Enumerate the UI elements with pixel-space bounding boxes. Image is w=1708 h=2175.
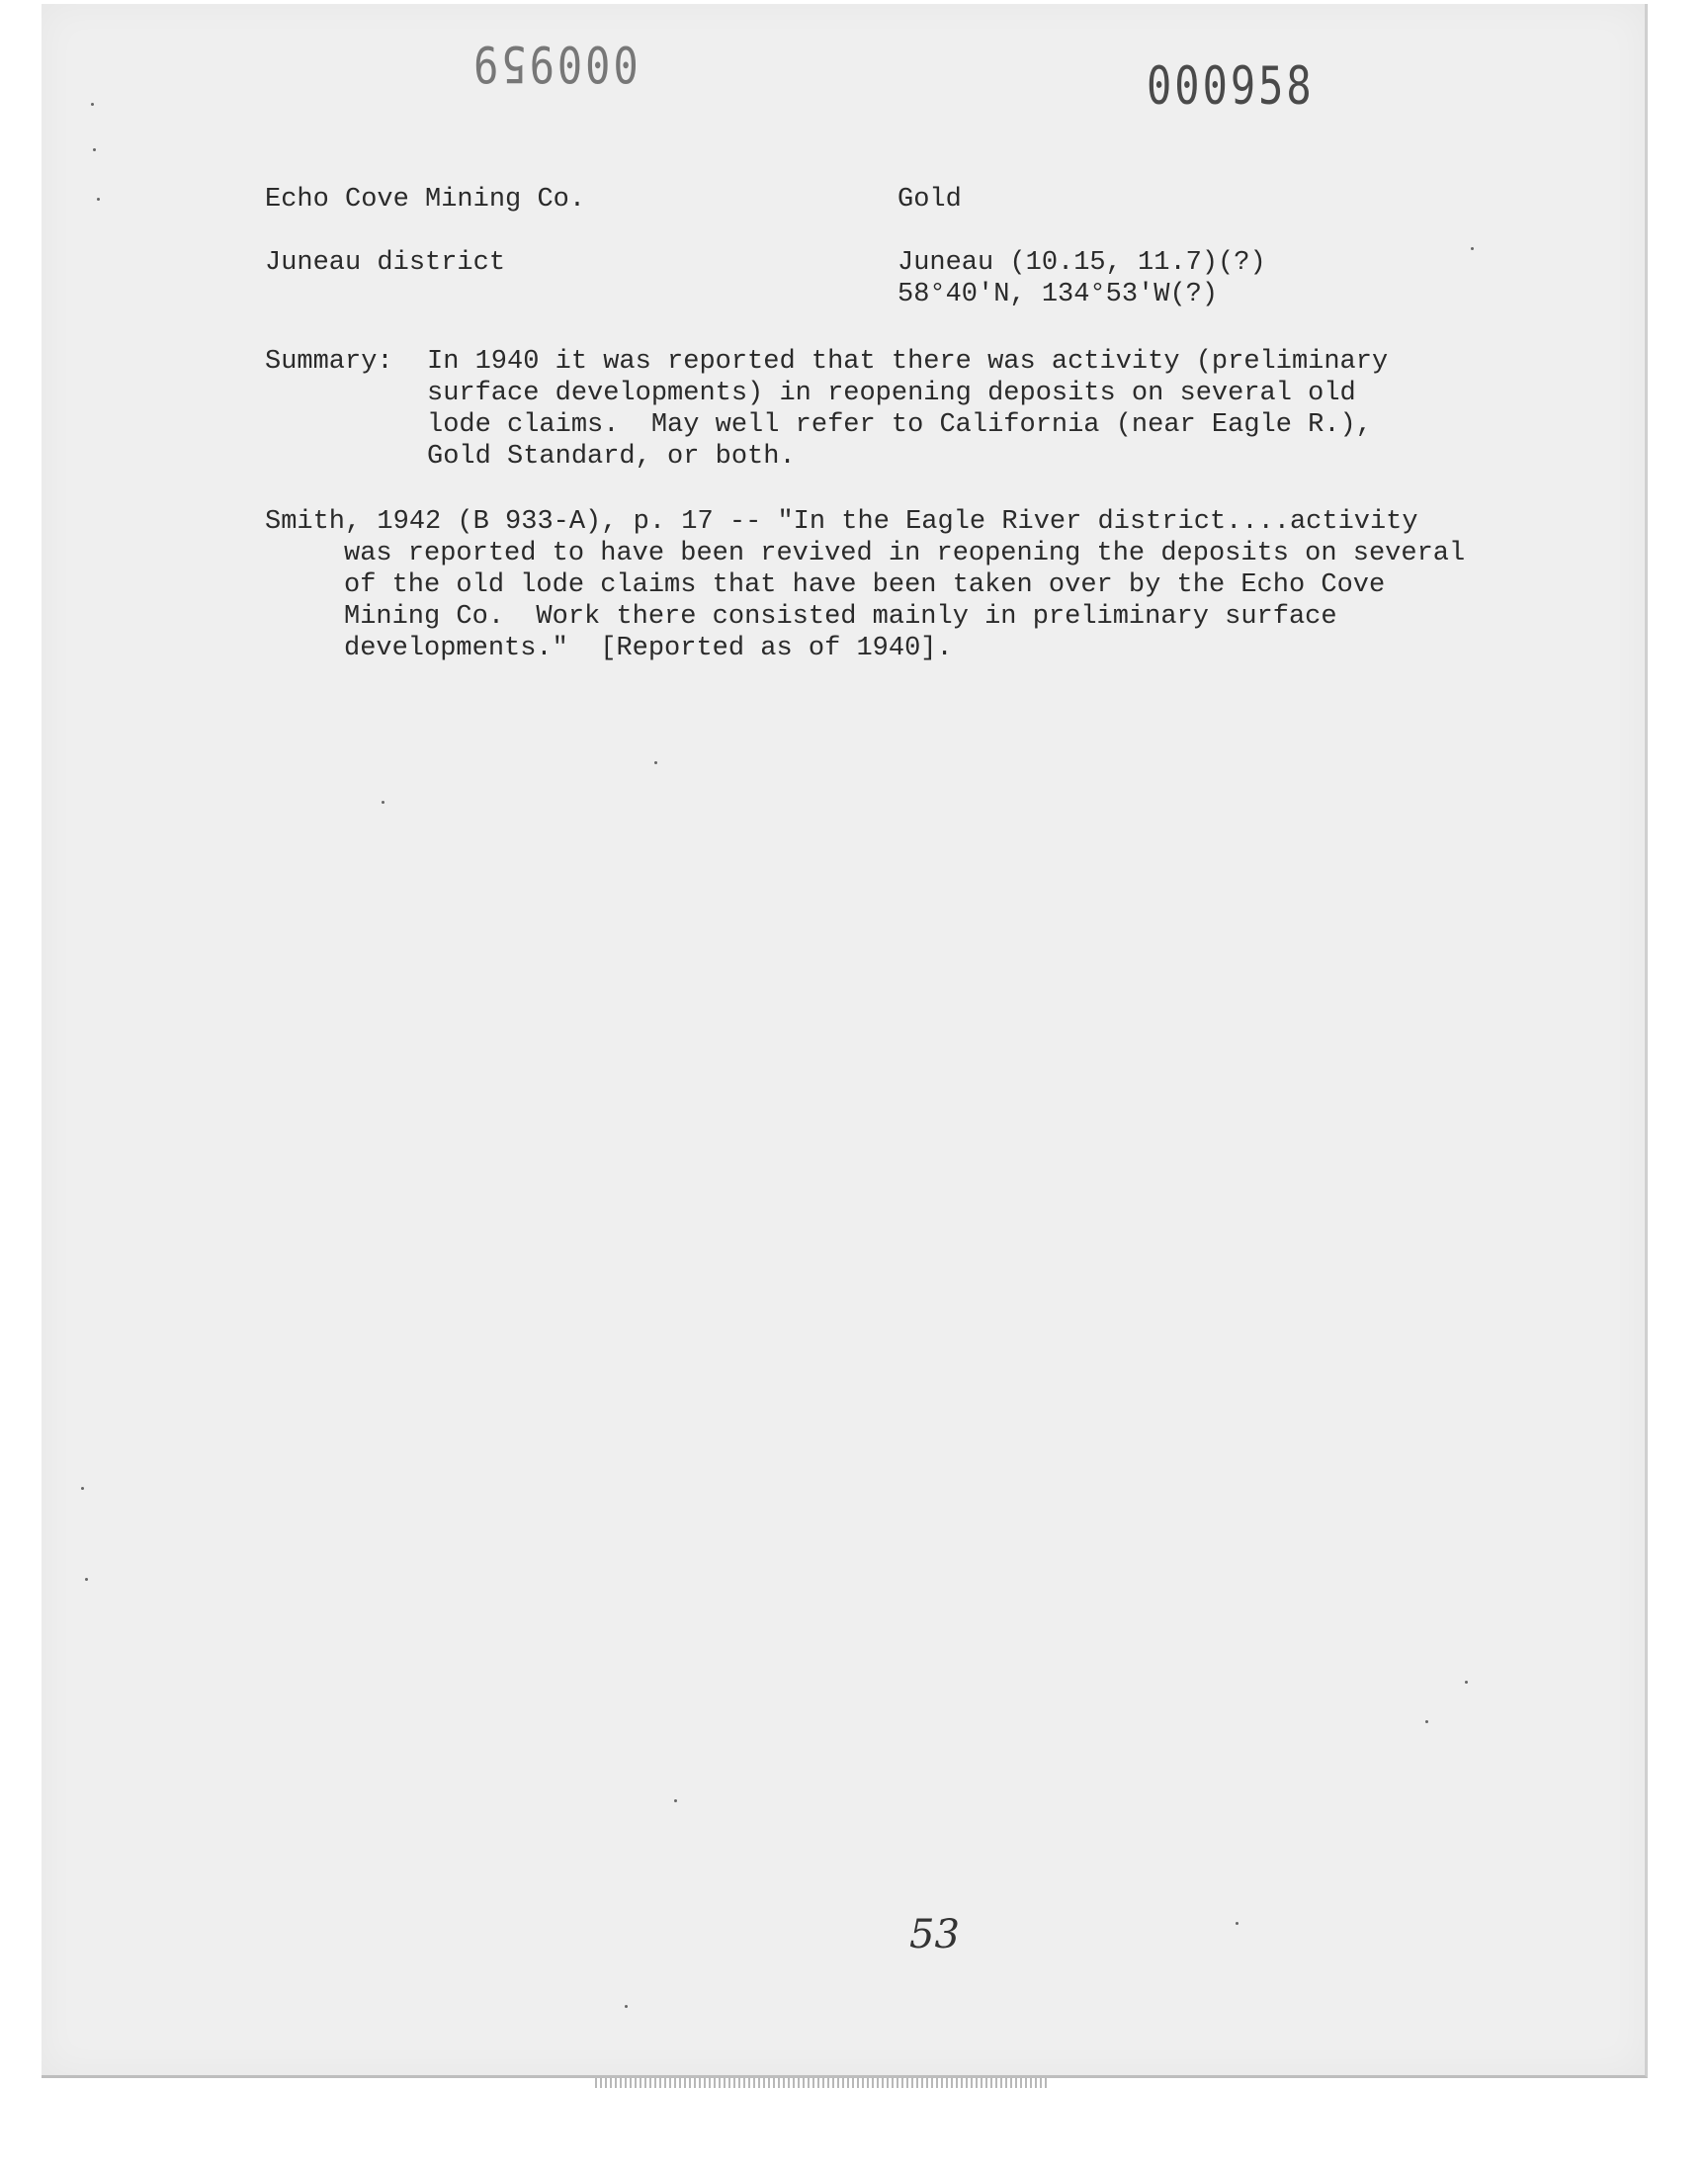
scan-speck (85, 1578, 88, 1581)
reference-line: was reported to have been revived in reopening the deposits on several (344, 539, 1466, 568)
scan-speck (1425, 1720, 1428, 1723)
scan-speck (97, 198, 100, 201)
scan-speck (674, 1799, 677, 1802)
quadrangle: Juneau (10.15, 11.7)(?) (897, 248, 1266, 278)
summary-line: surface developments) in reopening deposits on several old (427, 379, 1356, 408)
commodity: Gold (897, 185, 962, 215)
summary-line: Gold Standard, or both. (427, 442, 796, 472)
page-number: 53 (909, 1912, 960, 1958)
document-page (42, 4, 1648, 2078)
scan-speck (1236, 1922, 1238, 1925)
summary-line: In 1940 it was reported that there was activity (preliminary (427, 347, 1389, 377)
reference-line: of the old lode claims that have been taken over by the Echo Cove (344, 570, 1386, 600)
company-name: Echo Cove Mining Co. (265, 185, 586, 215)
district: Juneau district (265, 248, 506, 278)
scan-speck (91, 103, 94, 106)
summary-line: lode claims. May well refer to California (near Eagle R.), (427, 410, 1372, 440)
reference-line: developments." [Reported as of 1940]. (344, 634, 953, 663)
reference-line: Mining Co. Work there consisted mainly in preliminary surface (344, 602, 1337, 632)
summary-label: Summary: (265, 347, 393, 377)
scan-speck (93, 148, 96, 151)
scan-edge-marks (595, 2078, 1050, 2088)
reference-block (265, 506, 1465, 664)
scan-speck (1465, 1681, 1468, 1684)
scan-speck (382, 801, 384, 804)
scan-speck (81, 1487, 84, 1490)
scan-speck (625, 2005, 628, 2008)
scan-speck (654, 761, 657, 764)
reference-first-line: Smith, 1942 (B 933-A), p. 17 -- "In the Eagle River district....activity (265, 507, 1418, 537)
coordinates: 58°40'N, 134°53'W(?) (897, 280, 1219, 309)
reference-continuation (265, 538, 1465, 664)
stamp-number: 000958 (1147, 55, 1315, 117)
scan-speck (1471, 247, 1474, 250)
stamp-number-upside-down: 000959 (470, 35, 639, 93)
summary-text (427, 346, 1388, 473)
